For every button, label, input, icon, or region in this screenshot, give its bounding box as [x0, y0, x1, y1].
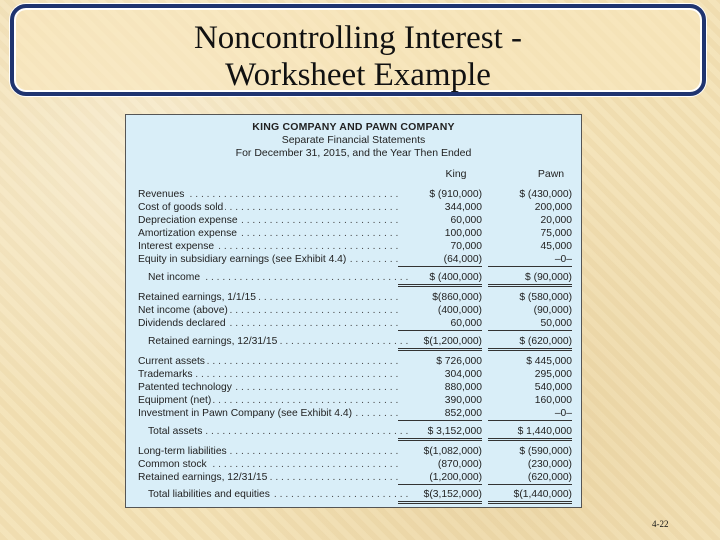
- pawn-value: 200,000: [534, 202, 572, 213]
- table-row: [126, 394, 581, 407]
- slide-title-line-1: Noncontrolling Interest -: [193, 20, 523, 56]
- row-label: Total liabilities and equities: [148, 489, 270, 500]
- statement-period: For December 31, 2015, and the Year Then Ended: [235, 147, 472, 159]
- table-row: [126, 425, 581, 438]
- row-label: Total assets: [148, 426, 203, 437]
- row-label: Patented technology: [138, 382, 232, 393]
- table-row: [126, 271, 581, 284]
- pawn-value: (90,000): [533, 305, 572, 316]
- king-value: 60,000: [450, 215, 482, 226]
- row-label: Net income (above): [138, 305, 228, 316]
- table-row: [126, 458, 581, 471]
- pawn-value: $ (620,000): [488, 335, 572, 351]
- king-value: (870,000): [437, 459, 482, 470]
- king-value: 852,000: [398, 407, 482, 421]
- row-label: Investment in Pawn Company (see Exhibit 4.4): [138, 408, 353, 419]
- row-label: Interest expense: [138, 241, 215, 252]
- slide-title-line-2: Worksheet Example: [225, 57, 491, 93]
- table-row: [126, 335, 581, 348]
- king-value: $(1,200,000): [398, 335, 482, 351]
- table-row: [126, 317, 581, 330]
- table-row: [126, 488, 581, 501]
- statement-subtitle: Separate Financial Statements: [281, 134, 426, 146]
- pawn-value: $ (430,000): [519, 189, 572, 200]
- king-value: (400,000): [437, 305, 482, 316]
- table-row: [126, 291, 581, 304]
- pawn-value: $ (90,000): [488, 271, 572, 287]
- row-label: Common stock: [138, 459, 207, 470]
- king-value: 100,000: [444, 228, 482, 239]
- king-value: 70,000: [450, 241, 482, 252]
- row-label: Equity in subsidiary earnings (see Exhibit 4.4): [138, 254, 347, 265]
- table-row: [126, 188, 581, 201]
- row-label: Depreciation expense: [138, 215, 238, 226]
- statement-company: KING COMPANY AND PAWN COMPANY: [252, 121, 455, 133]
- king-value: $ 3,152,000: [398, 425, 482, 441]
- slide-title-box: [10, 4, 706, 96]
- pawn-value: –0–: [488, 253, 572, 267]
- king-value: 60,000: [398, 317, 482, 331]
- row-label: Retained earnings, 12/31/15: [148, 336, 278, 347]
- pawn-value: 540,000: [534, 382, 572, 393]
- row-label: Cost of goods sold: [138, 202, 224, 213]
- king-value: (1,200,000): [398, 471, 482, 485]
- row-label: Amortization expense: [138, 228, 238, 239]
- pawn-value: (620,000): [488, 471, 572, 485]
- king-value: $(860,000): [432, 292, 482, 303]
- row-label: Revenues: [138, 189, 185, 200]
- pawn-value: 45,000: [540, 241, 572, 252]
- row-label: Retained earnings, 1/1/15: [138, 292, 256, 303]
- row-label: Net income: [148, 272, 201, 283]
- pawn-value: –0–: [488, 407, 572, 421]
- column-header-king: King: [445, 168, 467, 180]
- king-value: $(3,152,000): [398, 488, 482, 504]
- row-label: Long-term liabilities: [138, 446, 227, 457]
- pawn-value: 50,000: [488, 317, 572, 331]
- king-value: 390,000: [444, 395, 482, 406]
- table-row: [126, 445, 581, 458]
- pawn-value: $ (590,000): [519, 446, 572, 457]
- table-row: [126, 368, 581, 381]
- pawn-value: 160,000: [534, 395, 572, 406]
- king-value: 344,000: [444, 202, 482, 213]
- row-label: Current assets: [138, 356, 205, 367]
- row-label: Dividends declared: [138, 318, 226, 329]
- table-row: [126, 227, 581, 240]
- pawn-value: $ 445,000: [526, 356, 572, 367]
- row-label: Trademarks: [138, 369, 193, 380]
- king-value: 880,000: [444, 382, 482, 393]
- pawn-value: (230,000): [527, 459, 572, 470]
- table-row: [126, 407, 581, 420]
- financial-statement-panel: [125, 114, 582, 508]
- table-row: [126, 240, 581, 253]
- pawn-value: $(1,440,000): [488, 488, 572, 504]
- pawn-value: 295,000: [534, 369, 572, 380]
- row-label: Equipment (net): [138, 395, 212, 406]
- king-value: (64,000): [398, 253, 482, 267]
- table-row: [126, 355, 581, 368]
- table-row: [126, 304, 581, 317]
- pawn-value: $ 1,440,000: [488, 425, 572, 441]
- pawn-value: $ (580,000): [519, 292, 572, 303]
- king-value: 304,000: [444, 369, 482, 380]
- pawn-value: 75,000: [540, 228, 572, 239]
- table-row: [126, 253, 581, 266]
- table-row: [126, 471, 581, 484]
- table-row: [126, 201, 581, 214]
- pawn-value: 20,000: [540, 215, 572, 226]
- table-row: [126, 381, 581, 394]
- king-value: $(1,082,000): [423, 446, 482, 457]
- king-value: $ (910,000): [429, 189, 482, 200]
- row-label: Retained earnings, 12/31/15: [138, 472, 268, 483]
- column-header-pawn: Pawn: [537, 168, 565, 180]
- table-row: [126, 214, 581, 227]
- king-value: $ (400,000): [398, 271, 482, 287]
- king-value: $ 726,000: [436, 356, 482, 367]
- page-number: 4-22: [652, 519, 669, 529]
